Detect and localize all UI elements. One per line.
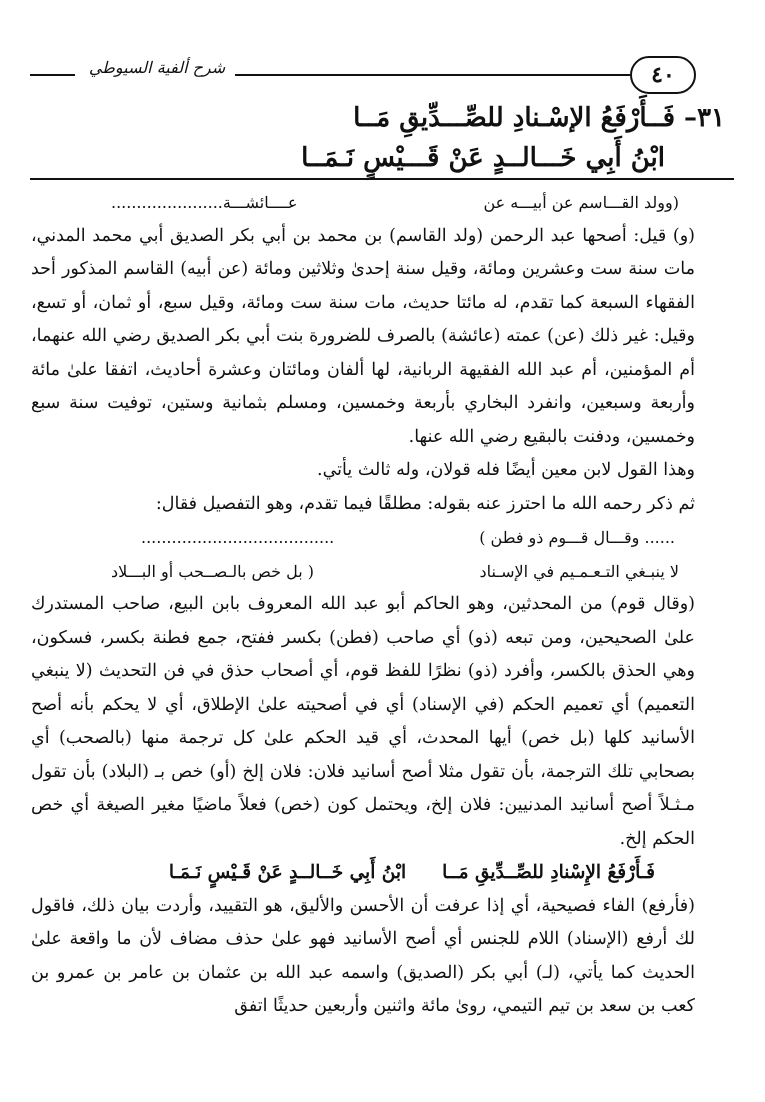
poem-b-right: ...... وقـــال قـــوم ذو فطن ): [479, 528, 675, 547]
verse-inline-left: ابْنُ أَبِي خَــالــدٍ عَنْ قَـيْسٍ نَـمَـا: [168, 862, 407, 883]
running-title: شرح ألفية السيوطي: [88, 58, 226, 77]
paragraph-5: (فأرفع) الفاء فصيحية، أي إذا عرفت أن الأحسن والأليق، هو التقييد، وأردت بيان ذلك، فاقول لك أرفع (الإسناد) اللام للجنس أي أصح الأسانيد فهو علىٰ حذف مضاف لأن ما واقعة علىٰ الحديث كما يأتي، (لـ) أبي بكر (الصديق) واسمه عبد الله بن عثمان بن عامر بن عمرو بن كعب بن سعد بن تيم التيمي، روىٰ مائة واثنين وأربعين حديثًا اتفق: [31, 895, 695, 1016]
header-rule: [235, 74, 630, 76]
verse-inline-right: فَـأَرْفَعُ الإِسْنادِ للصِّــدِّيقِ مَــا: [442, 862, 655, 883]
poem-b-left: ......................................: [141, 528, 335, 547]
poem-a-left: عــــائشـــة......................: [111, 193, 298, 212]
page-number: ٤٠: [630, 56, 696, 94]
poem-c-left: ( بل خص بالـصــحب أو البـــلاد: [111, 561, 314, 581]
separator-rule: [30, 178, 734, 180]
poem-line-b: [31, 521, 735, 555]
verse-block: [205, 98, 725, 178]
paragraph-2: وهذا القول لابن معين أيضًا فله قولان، وله ثالث يأتي.: [317, 460, 695, 480]
paragraph-3: ثم ذكر رحمه الله ما احترز عنه بقوله: مطلقًا فيما تقدم، وهو التفصيل فقال:: [155, 493, 695, 514]
poem-line-a: [31, 186, 735, 220]
paragraph-1: (و) قيل: أصحها عبد الرحمن (ولد القاسم) بن محمد بن أبي بكر الصديق أبي محمد المدني، مات سنة ست وعشرين ومائة، وقيل سنة إحدىٰ وثلاثين ومائة (عن أبيه) القاسم المذكور أحد الفقهاء السبعة كما تقدم، له مائتا حديث، مات سنة ست ومائة، وقيل سبع، أو ثمان، أو تسع، وقيل: غير ذلك (عن) عمته (عائشة) بالصرف للضرورة بنت أبي بكر الصديق رضي الله عنهما، أم المؤمنين، أم عبد الله الفقيهة الربانية، لها ألفان ومائتان وعشرة أحاديث، اتفقا علىٰ مائة وأربعة وسبعين، وانفرد البخاري بأربعة وخمسين، ومسلم بثمانية وستين، توفيت سنة سبع وخمسين، ودفنت بالبقيع رضي الله عنها.: [31, 225, 695, 447]
verse-inline: [31, 856, 735, 890]
page-header: [30, 52, 730, 96]
poem-line-c: [31, 555, 735, 589]
poem-c-right: لا ينبـغي التـعـمـيم في الإسـناد: [479, 561, 679, 581]
verse-line-1: ٣١– فَــأَرْفَعُ الإسْـنادِ للصِّـــدِّيقِ مَــا: [353, 103, 725, 133]
verse-line-2: ابْنُ أَبِي خَـــالــدٍ عَنْ قَـــيْسٍ نَـمَــا: [301, 143, 665, 173]
body-text: [31, 186, 735, 1024]
paragraph-4: (وقال قوم) من المحدثين، وهو الحاكم أبو عبد الله المعروف بابن البيع، صاحب المستدرك علىٰ الصحيحين، ومن تبعه (ذو) أي صاحب (فطن) بكسر ففتح، جمع فطنة بكسر، فسكون، وهي الحذق بالكسر، وأفرد (ذو) نظرًا للفظ قوم، أي أصحاب حذق في فن التحديث (لا ينبغي التعميم) أي تعميم الحكم (في الإسناد) أي في أصحيته علىٰ الإطلاق، أي لا يحكم بأنه أصح الأسانيد كلها (بل خص) أيها المحدث، أي قيد الحكم علىٰ كل ترجمة منها (بالصحب) أي بصحابي تلك الترجمة، بأن تقول مثلا أصح أسانيد فلان: فلان إلخ (أو) خص بـ (البلاد) بأن تقول مـثـلاً أصح أسانيد المدنيين: فلان إلخ، ويحتمل كون (خص) فعلاً ماضيًا مغير الصيغة أي خص الحكم إلخ.: [31, 594, 695, 849]
header-rule-short: [30, 74, 75, 76]
poem-a-right: (وولد القـــاسم عن أبيـــه عن: [483, 193, 679, 212]
